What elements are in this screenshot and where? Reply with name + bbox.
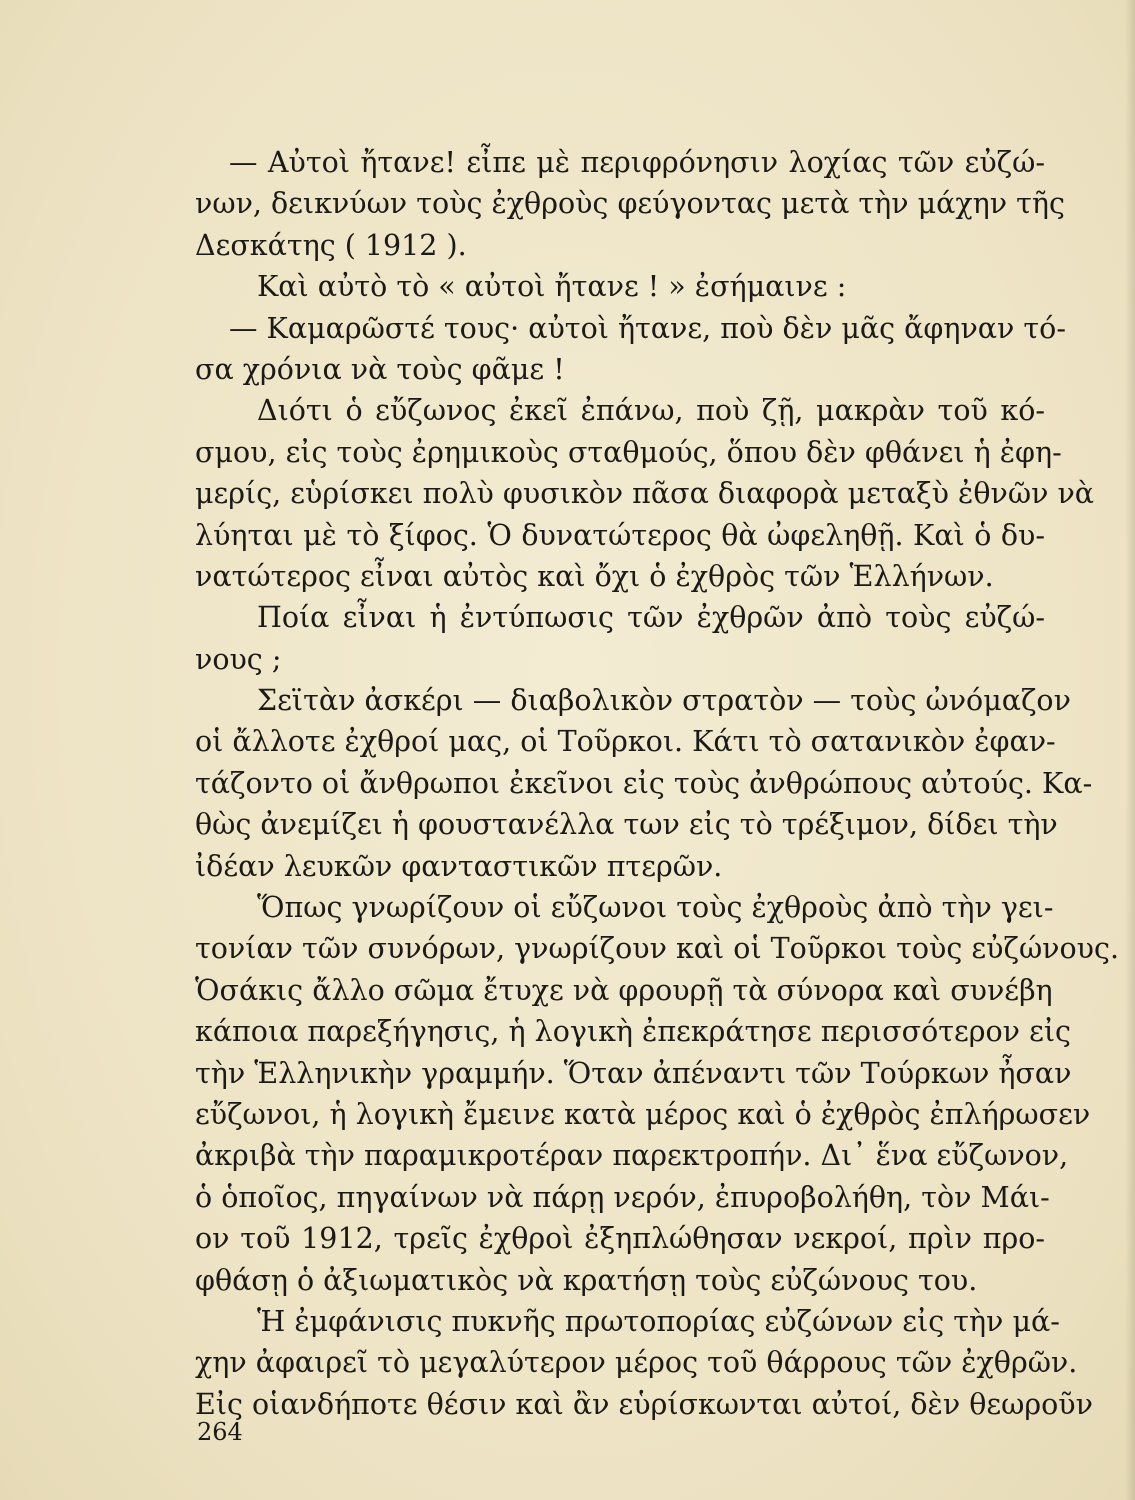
page-number: 264 (197, 1418, 243, 1446)
text-line: — Καμαρῶστέ τους· αὐτοὶ ἤτανε, ποὺ δὲν μᾶς ἄφηναν τό- (229, 311, 1066, 345)
text-line: ον τοῦ 1912, τρεῖς ἐχθροὶ ἐξηπλώθησαν νεκροί, πρὶν προ- (195, 1222, 1045, 1256)
text-line: Ὁσάκις ἄλλο σῶμα ἔτυχε νὰ φρουρῇ τὰ σύνορα καὶ συνέβη (195, 973, 1053, 1007)
text-line: Σεϊτὰν ἀσκέρι — διαβολικὸν στρατὸν — τοὺς ὠνόμαζον (257, 684, 1071, 718)
text-line: θὼς ἀνεμίζει ἡ φουστανέλλα των εἰς τὸ τρέξιμον, δίδει τὴν (195, 808, 1058, 842)
text-line: Διότι ὁ εὔζωνος ἐκεῖ ἐπάνω, ποὺ ζῇ, μακρὰν τοῦ κό- (257, 394, 1045, 428)
text-line: — Αὐτοὶ ἤτανε! εἶπε μὲ περιφρόνησιν λοχίας τῶν εὐζώ- (229, 146, 1045, 179)
text-line: οἱ ἄλλοτε ἐχθροί μας, οἱ Τοῦρκοι. Κάτι τὸ σατανικὸν ἐφαν- (195, 725, 1056, 759)
text-line: τονίαν τῶν συνόρων, γνωρίζουν καὶ οἱ Τοῦρκοι τοὺς εὐζώνους. (195, 932, 1120, 966)
text-line: χην ἀφαιρεῖ τὸ μεγαλύτερον μέρος τοῦ θάρρους τῶν ἐχθρῶν. (195, 1346, 1078, 1380)
text-line: σα χρόνια νὰ τοὺς φᾶμε ! (195, 352, 565, 386)
text-line: ἀκριβὰ τὴν παραμικροτέραν παρεκτροπήν. Δι᾽ ἕνα εὔζωνον, (195, 1139, 1069, 1173)
text-line: νους ; (195, 642, 282, 676)
text-line: Εἰς οἱανδήποτε θέσιν καὶ ἂν εὑρίσκωνται αὐτοί, δὲν θεωροῦν (195, 1387, 1093, 1421)
text-line: λύηται μὲ τὸ ξίφος. Ὁ δυνατώτερος θὰ ὠφεληθῇ. Καὶ ὁ δυ- (195, 518, 1045, 552)
text-line: φθάσῃ ὁ ἀξιωματικὸς νὰ κρατήσῃ τοὺς εὐζώνους του. (195, 1263, 978, 1297)
text-line: μερίς, εὑρίσκει πολὺ φυσικὸν πᾶσα διαφορὰ μεταξὺ ἐθνῶν νὰ (195, 477, 1095, 511)
text-line: τὴν Ἑλληνικὴν γραμμήν. Ὅταν ἀπέναντι τῶν Τούρκων ἦσαν (195, 1056, 1072, 1090)
text-line: νων, δεικνύων τοὺς ἐχθροὺς φεύγοντας μετὰ τὴν μάχην τῆς (195, 187, 1065, 221)
page-edge-shadow (1125, 0, 1135, 1500)
text-line: Καὶ αὐτὸ τὸ « αὐτοὶ ἤτανε ! » ἐσήμαινε : (257, 270, 847, 304)
text-line: ὁ ὁποῖος, πηγαίνων νὰ πάρῃ νερόν, ἐπυροβολήθη, τὸν Μάι- (195, 1180, 1050, 1214)
text-line: τάζοντο οἱ ἄνθρωποι ἐκεῖνοι εἰς τοὺς ἀνθρώπους αὐτούς. Κα- (195, 766, 1093, 800)
text-line: νατώτερος εἶναι αὐτὸς καὶ ὄχι ὁ ἐχθρὸς τῶν Ἑλλήνων. (195, 559, 994, 593)
text-line: Ἡ ἐμφάνισις πυκνῆς πρωτοπορίας εὐζώνων εἰς τὴν μά- (257, 1304, 1060, 1338)
body-text (195, 142, 1120, 1425)
text-line: εὔζωνοι, ἡ λογικὴ ἔμεινε κατὰ μέρος καὶ ὁ ἐχθρὸς ἐπλήρωσεν (195, 1097, 1091, 1131)
text-line: Ὅπως γνωρίζουν οἱ εὔζωνοι τοὺς ἐχθροὺς ἀπὸ τὴν γει- (257, 891, 1054, 925)
text-line: ἰδέαν λευκῶν φανταστικῶν πτερῶν. (195, 849, 723, 883)
text-line: Ποία εἶναι ἡ ἐντύπωσις τῶν ἐχθρῶν ἀπὸ τοὺς εὐζώ- (257, 601, 1045, 635)
text-line: σμου, εἰς τοὺς ἐρημικοὺς σταθμούς, ὅπου δὲν φθάνει ἡ ἐφη- (195, 435, 1062, 469)
text-line: Δεσκάτης ( 1912 ). (195, 228, 467, 262)
text-line: κάποια παρεξήγησις, ἡ λογικὴ ἐπεκράτησε περισσότερον εἰς (195, 1015, 1071, 1049)
